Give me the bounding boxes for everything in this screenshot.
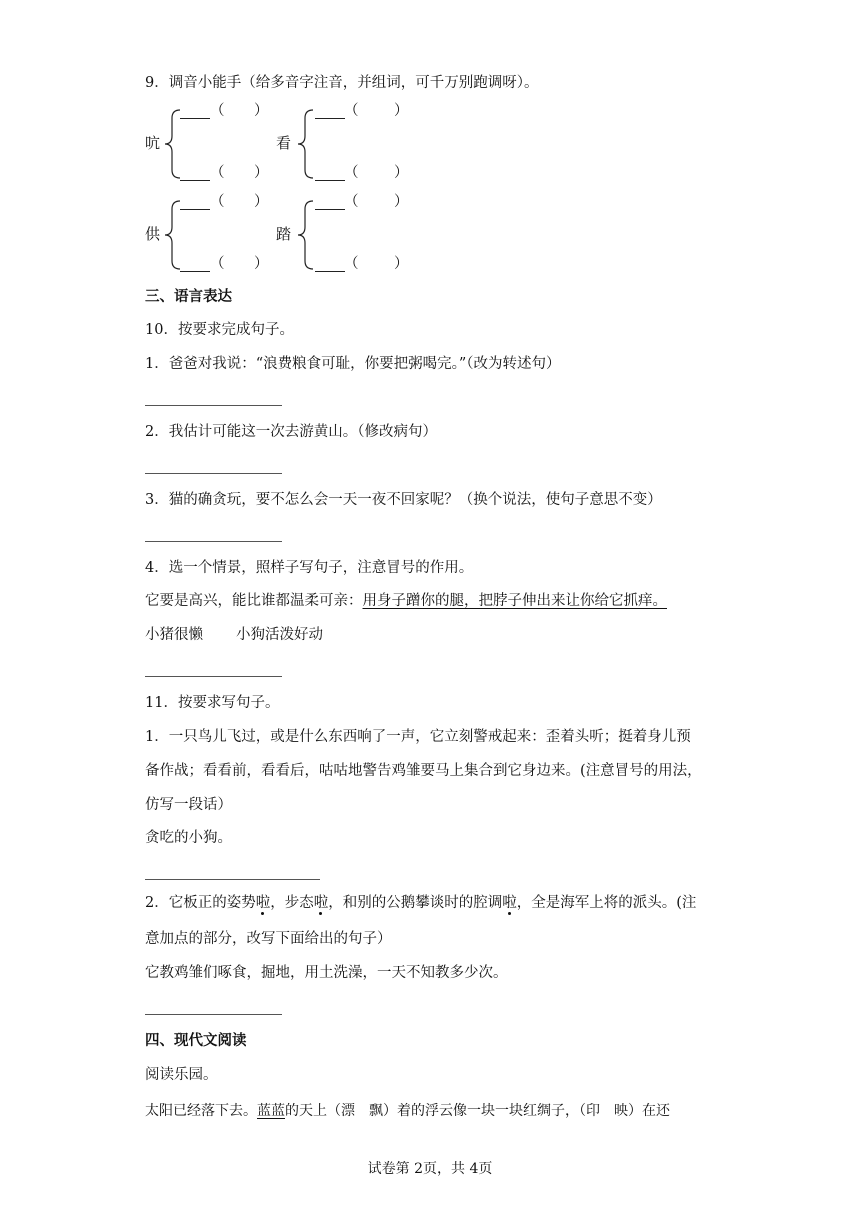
paren-open: （ bbox=[344, 103, 359, 119]
answer-line[interactable] bbox=[145, 879, 320, 880]
text-run: ，全是海军上将的派头。(注 bbox=[516, 895, 697, 911]
paren-open: （ bbox=[344, 256, 359, 272]
pinyin-blank[interactable] bbox=[315, 180, 345, 181]
example-underlined: 用身子蹭你的腿，把脖子伸出来让你给它抓痒。 bbox=[362, 593, 667, 609]
text-run: 2．它板正的姿势 bbox=[145, 895, 256, 911]
page-footer: 试卷第 2页，共 4页 bbox=[367, 1161, 493, 1177]
answer-line[interactable] bbox=[145, 676, 282, 677]
q11-item-1-prompt: 贪吃的小狗。 bbox=[145, 830, 232, 846]
section-heading-4: 四、现代文阅读 bbox=[145, 1033, 247, 1049]
text-run: ，和别的公鹅攀谈时的腔调 bbox=[328, 895, 503, 911]
polyphone-char: 吭 bbox=[145, 134, 161, 152]
text-run: ，步态 bbox=[270, 895, 314, 911]
q11-item-1-line-3: 仿写一段话） bbox=[145, 797, 232, 813]
q9-title: 9．调音小能手（给多音字注音，并组词，可千万别跑调呀）。 bbox=[145, 75, 539, 91]
q10-choice-2: 小狗活泼好动 bbox=[236, 627, 323, 643]
answer-line[interactable] bbox=[145, 405, 282, 406]
q11-item-2-line-2: 意加点的部分，改写下面给出的句子） bbox=[145, 931, 392, 947]
left-brace-icon bbox=[295, 199, 315, 271]
dotted-char: 啦 bbox=[313, 895, 329, 911]
answer-line[interactable] bbox=[145, 1014, 282, 1015]
dotted-char: 啦 bbox=[502, 895, 517, 911]
polyphone-char: 踏 bbox=[276, 225, 292, 243]
q10-item-4: 4．选一个情景，照样子写句子，注意冒号的作用。 bbox=[145, 560, 474, 576]
q10-choice-1: 小猪很懒 bbox=[145, 627, 203, 643]
paren-close: ） bbox=[254, 103, 269, 119]
paren-close: ） bbox=[254, 194, 269, 210]
paren-close: ） bbox=[254, 256, 269, 272]
paren-open: （ bbox=[210, 165, 225, 181]
reading-passage-line bbox=[145, 1102, 670, 1120]
paren-open: （ bbox=[210, 256, 225, 272]
pinyin-blank[interactable] bbox=[180, 118, 210, 119]
q10-title: 10．按要求完成句子。 bbox=[145, 322, 294, 338]
pinyin-blank[interactable] bbox=[180, 271, 210, 272]
paren-open: （ bbox=[344, 194, 359, 210]
left-brace-icon bbox=[162, 108, 182, 180]
left-brace-icon bbox=[295, 108, 315, 180]
pinyin-blank[interactable] bbox=[315, 271, 345, 272]
q11-title: 11．按要求写句子。 bbox=[145, 695, 280, 711]
q11-item-2-prompt: 它教鸡雏们啄食，掘地，用土洗澡，一天不知教多少次。 bbox=[145, 965, 508, 981]
answer-line[interactable] bbox=[145, 473, 282, 474]
q10-item-1: 1．爸爸对我说：“浪费粮食可耻，你要把粥喝完。”（改为转述句） bbox=[145, 356, 561, 372]
underlined-word: 蓝蓝 bbox=[257, 1103, 285, 1119]
pinyin-blank[interactable] bbox=[180, 209, 210, 210]
q11-item-1-line-1: 1．一只鸟儿飞过，或是什么东西响了一声，它立刻警戒起来：歪着头听；挺着身儿预 bbox=[145, 729, 691, 745]
pinyin-blank[interactable] bbox=[315, 118, 345, 119]
paren-close: ） bbox=[394, 103, 409, 119]
paren-open: （ bbox=[210, 103, 225, 119]
paren-open: （ bbox=[210, 194, 225, 210]
section-heading-3: 三、语言表达 bbox=[145, 289, 232, 305]
q11-item-2-line-1 bbox=[145, 893, 696, 913]
text-run: 太阳已经落下去。 bbox=[145, 1103, 257, 1119]
paren-open: （ bbox=[344, 165, 359, 181]
polyphone-char: 供 bbox=[145, 225, 161, 243]
dotted-char: 啦 bbox=[255, 895, 271, 911]
pinyin-blank[interactable] bbox=[315, 209, 345, 210]
q10-item-2: 2．我估计可能这一次去游黄山。（修改病句） bbox=[145, 424, 437, 440]
paren-close: ） bbox=[394, 256, 409, 272]
answer-line[interactable] bbox=[145, 541, 282, 542]
left-brace-icon bbox=[162, 199, 182, 271]
text-run: 的天上（漂 飘）着的浮云像一块一块红绸子，（印 映）在还 bbox=[285, 1103, 670, 1119]
q10-example bbox=[145, 591, 667, 611]
example-prefix: 它要是高兴，能比谁都温柔可亲： bbox=[145, 593, 363, 609]
pinyin-blank[interactable] bbox=[180, 180, 210, 181]
q11-item-1-line-2: 备作战；看看前，看看后，咕咕地警告鸡雏要马上集合到它身边来。(注意冒号的用法， bbox=[145, 763, 702, 779]
paren-close: ） bbox=[394, 165, 409, 181]
reading-intro: 阅读乐园。 bbox=[145, 1067, 218, 1083]
polyphone-char: 看 bbox=[276, 134, 292, 152]
q10-item-3: 3．猫的确贪玩，要不怎么会一天一夜不回家呢？（换个说法，使句子意思不变） bbox=[145, 492, 662, 508]
paren-close: ） bbox=[394, 194, 409, 210]
paren-close: ） bbox=[254, 165, 269, 181]
